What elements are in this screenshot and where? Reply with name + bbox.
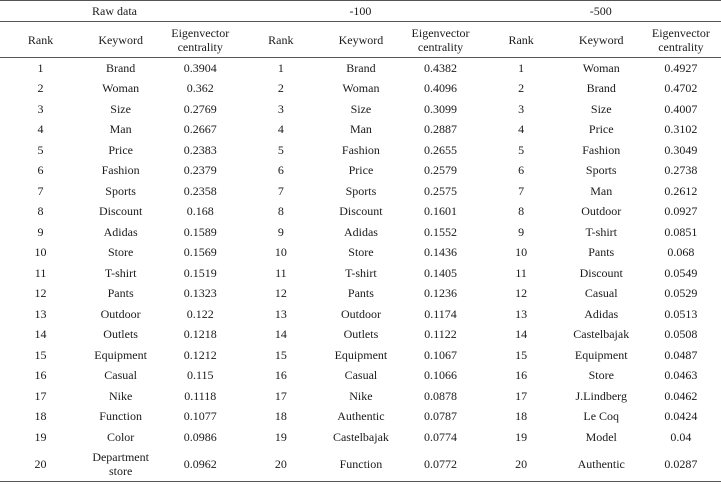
centrality-cell: 0.1323 (183, 286, 217, 301)
keyword-cell: Size (350, 101, 372, 116)
rank-cell: 2 (518, 81, 525, 96)
rank-cell: 9 (277, 224, 284, 239)
keyword-cell: T-shirt (104, 265, 137, 280)
centrality-cell: 0.0424 (664, 409, 698, 424)
rank-cell: 3 (37, 101, 44, 116)
rank-cell: 7 (518, 183, 525, 198)
rank-cell: 12 (34, 286, 47, 301)
column-header-eigenvector-centrality: Eigenvector centrality (400, 22, 480, 58)
keyword-cell: Man (590, 183, 613, 198)
centrality-cell: 0.3904 (183, 61, 217, 75)
centrality-cell: 0.0927 (664, 204, 698, 219)
centrality-cell: 0.1436 (424, 245, 458, 260)
keyword-cell: Castelbajak (573, 327, 630, 342)
table-row (0, 119, 721, 140)
group-header-500: -500 (481, 1, 721, 22)
table-row (0, 181, 721, 202)
rank-cell: 4 (277, 122, 284, 137)
keyword-cell: Casual (104, 368, 137, 383)
keyword-cell: Adidas (103, 224, 138, 239)
keyword-cell: Outdoor (100, 306, 141, 321)
table-row (0, 283, 721, 304)
rank-cell: 15 (34, 347, 47, 362)
rank-cell: 6 (277, 163, 284, 178)
keyword-cell: Fashion (101, 163, 140, 178)
centrality-cell: 0.0529 (664, 286, 698, 301)
keyword-cell: Discount (98, 204, 143, 219)
keyword-cell: J.Lindberg (575, 388, 627, 403)
centrality-cell: 0.0462 (664, 388, 698, 403)
rank-cell: 1 (277, 61, 284, 75)
keyword-cell: Brand (586, 81, 616, 96)
column-header-row (0, 22, 721, 58)
keyword-cell: Sports (585, 163, 617, 178)
keyword-cell: Store (588, 368, 614, 383)
rank-cell: 7 (37, 183, 44, 198)
table-row (0, 304, 721, 325)
rank-cell: 10 (274, 245, 287, 260)
rank-cell: 13 (515, 306, 528, 321)
centrality-cell: 0.1122 (424, 327, 457, 342)
keyword-cell: Store (107, 245, 134, 260)
keyword-cell: Fashion (582, 142, 621, 157)
keyword-cell: Adidas (584, 306, 619, 321)
centrality-cell: 0.362 (186, 81, 214, 96)
centrality-cell: 0.4096 (424, 81, 458, 96)
centrality-cell: 0.0986 (183, 429, 217, 444)
rank-cell: 15 (274, 347, 287, 362)
keyword-cell: Woman (342, 81, 380, 96)
table-row (0, 447, 721, 481)
keyword-cell: Size (590, 101, 612, 116)
centrality-cell: 0.0851 (664, 224, 698, 239)
rank-cell: 13 (274, 306, 287, 321)
centrality-cell: 0.2579 (424, 163, 458, 178)
keyword-cell: Model (585, 429, 617, 444)
rank-cell: 16 (34, 368, 47, 383)
rank-cell: 19 (515, 429, 528, 444)
centrality-cell: 0.0787 (424, 409, 458, 424)
rank-cell: 17 (274, 388, 287, 403)
centrality-cell: 0.3049 (664, 142, 698, 157)
table-row (0, 222, 721, 243)
centrality-cell: 0.1405 (424, 265, 458, 280)
rank-cell: 4 (518, 122, 525, 137)
keyword-cell: Nike (349, 388, 373, 403)
table-row (0, 427, 721, 448)
centrality-cell: 0.1077 (183, 409, 217, 424)
keyword-cell: Nike (108, 388, 133, 403)
table-row (0, 324, 721, 345)
keyword-cell: Discount (579, 265, 623, 280)
rank-cell: 3 (277, 101, 284, 116)
centrality-cell: 0.0878 (424, 388, 458, 403)
centrality-cell: 0.1212 (183, 347, 217, 362)
rank-cell: 14 (34, 327, 47, 342)
keyword-cell: Woman (102, 81, 140, 96)
keyword-cell: Outdoor (340, 306, 381, 321)
table-row (0, 263, 721, 284)
keyword-cell: Pants (107, 286, 134, 301)
centrality-cell: 0.0287 (641, 447, 721, 481)
column-header-rank: Rank (0, 22, 81, 58)
column-header-keyword: Keyword (81, 22, 160, 58)
rank-cell: 13 (34, 306, 47, 321)
rank-cell: 17 (515, 388, 528, 403)
centrality-cell: 0.3099 (424, 101, 458, 116)
centrality-cell: 0.1569 (183, 245, 217, 260)
rank-cell: 14 (515, 327, 528, 342)
table-row (0, 78, 721, 99)
rank-cell: 6 (518, 163, 525, 178)
centrality-cell: 0.2612 (664, 183, 698, 198)
keyword-cell: Pants (588, 245, 615, 260)
centrality-cell: 0.1174 (424, 306, 457, 321)
table-row (0, 160, 721, 181)
rank-cell: 20 (481, 447, 562, 481)
centrality-cell: 0.04 (670, 429, 692, 444)
keyword-cell: Price (108, 142, 133, 157)
rank-cell: 6 (37, 163, 44, 178)
group-header-100: -100 (240, 1, 480, 22)
rank-cell: 10 (34, 245, 47, 260)
centrality-cell: 0.2887 (424, 122, 458, 137)
centrality-cell: 0.1589 (183, 224, 217, 239)
rank-cell: 8 (518, 204, 525, 219)
centrality-cell: 0.1601 (424, 204, 458, 219)
rank-cell: 20 (240, 447, 321, 481)
rank-cell: 16 (274, 368, 287, 383)
rank-cell: 8 (277, 204, 284, 219)
rank-cell: 9 (37, 224, 44, 239)
keyword-cell: Color (106, 429, 135, 444)
centrality-cell: 0.4927 (664, 61, 698, 75)
centrality-cell: 0.0513 (664, 306, 698, 321)
centrality-cell: 0.2667 (183, 122, 217, 137)
rank-cell: 18 (274, 409, 287, 424)
keyword-cell: Castelbajak (332, 429, 389, 444)
rank-cell: 8 (37, 204, 44, 219)
centrality-cell: 0.2769 (183, 101, 217, 116)
keyword-cell: T-shirt (585, 224, 618, 239)
rank-cell: 14 (274, 327, 287, 342)
rank-cell: 12 (274, 286, 287, 301)
keyword-cell: T-shirt (345, 265, 377, 280)
keyword-cell: Adidas (343, 224, 378, 239)
centrality-cell: 0.2358 (183, 183, 217, 198)
keyword-cell: Pants (347, 286, 374, 301)
centrality-cell: 0.2655 (424, 142, 458, 157)
rank-cell: 12 (515, 286, 528, 301)
centrality-cell: 0.068 (667, 245, 695, 260)
keyword-cell: Equipment (574, 347, 628, 362)
centrality-cell: 0.1118 (184, 388, 217, 403)
table-row (0, 406, 721, 427)
centrality-cell: 0.122 (186, 306, 214, 321)
centrality-cell: 0.1067 (424, 347, 458, 362)
rank-cell: 3 (518, 101, 525, 116)
rank-cell: 1 (37, 61, 44, 75)
rank-cell: 4 (37, 122, 44, 137)
table-row (0, 365, 721, 386)
centrality-cell: 0.4007 (664, 101, 698, 116)
keyword-cell: Store (348, 245, 374, 260)
centrality-cell: 0.2379 (183, 163, 217, 178)
keyword-cell: Man (349, 122, 372, 137)
keyword-cell: Authentic (562, 447, 641, 481)
centrality-cell: 0.0774 (424, 429, 458, 444)
rank-cell: 5 (37, 142, 44, 157)
rank-cell: 19 (274, 429, 287, 444)
table-body (0, 58, 721, 482)
centrality-cell: 0.1236 (424, 286, 458, 301)
centrality-cell: 0.1552 (424, 224, 458, 239)
column-header-keyword: Keyword (321, 22, 400, 58)
rank-cell: 5 (518, 142, 525, 157)
rank-cell: 15 (515, 347, 528, 362)
keyword-cell: Sports (105, 183, 136, 198)
centrality-cell: 0.0463 (664, 368, 698, 383)
keyword-cell: Le Coq (583, 409, 620, 424)
rank-cell: 18 (34, 409, 47, 424)
keyword-cell: Price (348, 163, 374, 178)
group-header-row (0, 1, 721, 22)
centrality-cell: 0.3102 (664, 122, 698, 137)
rank-cell: 20 (0, 447, 81, 481)
keyword-cell: Discount (339, 204, 383, 219)
rank-cell: 5 (277, 142, 284, 157)
rank-cell: 11 (34, 265, 47, 280)
centrality-cell: 0.1218 (183, 327, 217, 342)
centrality-cell: 0.4702 (664, 81, 698, 96)
rank-cell: 18 (515, 409, 528, 424)
rank-cell: 11 (275, 265, 287, 280)
centrality-cell: 0.0549 (664, 265, 698, 280)
keyword-cell: Fashion (341, 142, 380, 157)
table-row (0, 58, 721, 79)
centrality-cell: 0.115 (186, 368, 214, 383)
keyword-cell: Outdoor (581, 204, 622, 219)
keyword-cell: Casual (584, 286, 618, 301)
rank-cell: 2 (277, 81, 284, 96)
keyword-cell: Function (99, 409, 142, 424)
rank-cell: 9 (518, 224, 525, 239)
centrality-cell: 0.2738 (664, 163, 698, 178)
column-header-rank: Rank (481, 22, 562, 58)
rank-cell: 2 (37, 81, 44, 96)
keyword-cell: Man (109, 122, 132, 137)
keyword-cell: Price (588, 122, 614, 137)
table-row (0, 242, 721, 263)
rank-cell: 16 (515, 368, 528, 383)
centrality-cell: 0.2575 (424, 183, 458, 198)
rank-cell: 10 (515, 245, 528, 260)
keyword-cell: Outlets (103, 327, 138, 342)
keyword-cell: Function (321, 447, 400, 481)
rank-cell: 1 (518, 61, 525, 75)
keyword-cell: Brand (105, 61, 136, 75)
column-header-keyword: Keyword (562, 22, 641, 58)
table-row (0, 386, 721, 407)
rank-cell: 17 (34, 388, 47, 403)
column-header-eigenvector-centrality: Eigenvector centrality (160, 22, 240, 58)
keyword-cell: Sports (345, 183, 377, 198)
keyword-cell: Outlets (343, 327, 379, 342)
rank-cell: 7 (277, 183, 284, 198)
column-header-rank: Rank (240, 22, 321, 58)
keyword-cell: Department store (81, 447, 160, 481)
table-row (0, 99, 721, 120)
centrality-cell: 0.4382 (424, 61, 458, 75)
table-row (0, 345, 721, 366)
centrality-cell: 0.1066 (424, 368, 458, 383)
table-row (0, 140, 721, 161)
centrality-cell: 0.2383 (183, 142, 217, 157)
centrality-cell: 0.0508 (664, 327, 698, 342)
keyword-cell: Equipment (94, 347, 147, 362)
centrality-cell: 0.0962 (160, 447, 240, 481)
centrality-cell: 0.0487 (664, 347, 698, 362)
column-header-eigenvector-centrality: Eigenvector centrality (641, 22, 721, 58)
centrality-cell: 0.1519 (183, 265, 217, 280)
group-header-raw-data: Raw data (0, 1, 240, 22)
keyword-cell: Size (110, 101, 131, 116)
keyword-cell: Authentic (337, 409, 385, 424)
keyword-cell: Casual (344, 368, 378, 383)
table-row (0, 201, 721, 222)
centrality-cell: 0.168 (186, 204, 214, 219)
centrality-cell: 0.0772 (400, 447, 480, 481)
rank-cell: 19 (34, 429, 47, 444)
keyword-cell: Brand (346, 61, 376, 75)
rank-cell: 11 (515, 265, 527, 280)
keyword-cell: Equipment (334, 347, 388, 362)
keyword-cell: Woman (582, 61, 620, 75)
